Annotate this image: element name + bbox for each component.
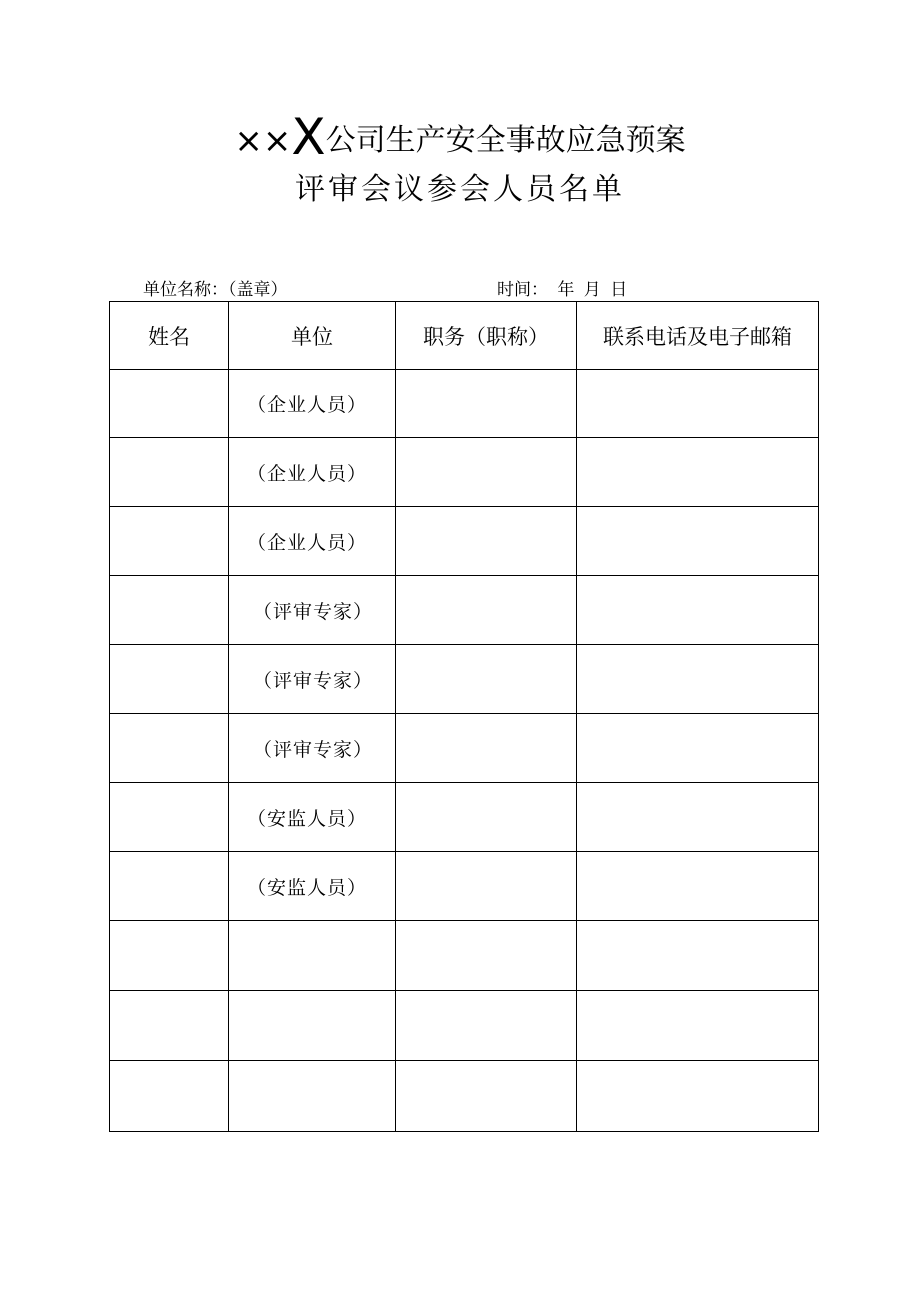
title-placeholder-marks: ×× [234,121,292,161]
cell-contact [577,576,819,645]
cell-unit [229,991,396,1061]
cell-position [396,783,577,852]
header-name: 姓名 [110,302,229,370]
cell-contact [577,783,819,852]
cell-position [396,991,577,1061]
cell-position [396,714,577,783]
title-placeholder-x: X [291,108,326,166]
cell-name [110,645,229,714]
table-row [110,645,819,714]
header-unit: 单位 [229,302,396,370]
table-row [110,852,819,921]
cell-name [110,783,229,852]
table-row [110,991,819,1061]
cell-unit: （企业人员） [229,507,396,576]
cell-name [110,852,229,921]
cell-unit [229,921,396,991]
cell-contact [577,852,819,921]
cell-position [396,852,577,921]
cell-position [396,438,577,507]
cell-position [396,507,577,576]
cell-unit: （评审专家） [229,714,396,783]
cell-unit: （企业人员） [229,370,396,438]
cell-position [396,645,577,714]
attendee-table [109,301,819,1132]
cell-position [396,370,577,438]
cell-name [110,1061,229,1132]
table-row [110,1061,819,1132]
header-contact: 联系电话及电子邮箱 [577,302,819,370]
cell-position [396,1061,577,1132]
cell-contact [577,991,819,1061]
table-header-row [110,302,819,370]
cell-position [396,921,577,991]
cell-contact [577,1061,819,1132]
table-row [110,714,819,783]
cell-unit: （安监人员） [229,783,396,852]
document-title-line2: 评审会议参会人员名单 [295,172,625,207]
table-row [110,370,819,438]
table-row [110,576,819,645]
date-field: 时间： 年 月 日 [497,280,628,300]
cell-name [110,507,229,576]
cell-name [110,921,229,991]
table-row [110,507,819,576]
cell-contact [577,370,819,438]
table-row [110,921,819,991]
unit-name-field: 单位名称：（盖章） [143,280,288,300]
cell-name [110,438,229,507]
header-position: 职务（职称） [396,302,577,370]
table-row [110,783,819,852]
cell-unit: （安监人员） [229,852,396,921]
document-title-line1 [0,108,920,166]
cell-name [110,714,229,783]
table-body [110,370,819,1132]
title-line1-text: 公司生产安全事故应急预案 [325,123,686,158]
cell-contact [577,438,819,507]
cell-contact [577,714,819,783]
cell-name [110,370,229,438]
cell-name [110,576,229,645]
cell-name [110,991,229,1061]
cell-contact [577,645,819,714]
cell-unit [229,1061,396,1132]
table-row [110,438,819,507]
cell-position [396,576,577,645]
cell-unit: （评审专家） [229,576,396,645]
cell-contact [577,507,819,576]
cell-unit: （企业人员） [229,438,396,507]
cell-contact [577,921,819,991]
cell-unit: （评审专家） [229,645,396,714]
